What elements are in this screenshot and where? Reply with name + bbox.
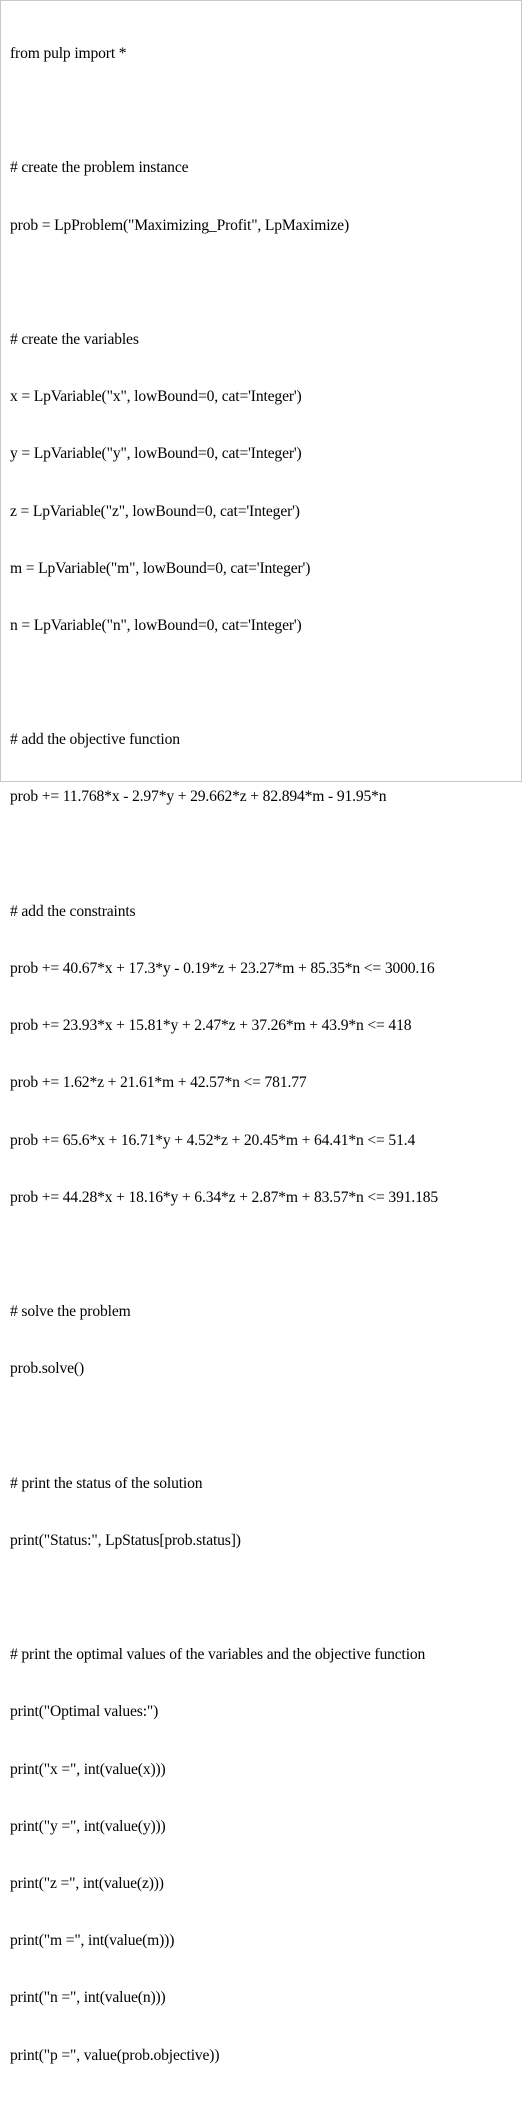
code-line-blank: [10, 1587, 517, 1608]
code-line: # print the status of the solution: [10, 1474, 203, 1492]
code-line-blank: [10, 1416, 517, 1437]
code-line: print("x =", int(value(x))): [10, 1760, 166, 1778]
code-line: z = LpVariable("z", lowBound=0, cat='Integer'): [10, 502, 300, 520]
code-line-blank: [10, 100, 517, 121]
code-line-blank: [10, 672, 517, 693]
code-line: prob.solve(): [10, 1360, 84, 1378]
code-line: n = LpVariable("n", lowBound=0, cat='Integer'): [10, 616, 302, 634]
code-line: # add the objective function: [10, 731, 180, 749]
code-line: prob += 23.93*x + 15.81*y + 2.47*z + 37.26*m + 43.9*n <= 418: [10, 1017, 412, 1035]
code-line: # create the problem instance: [10, 159, 189, 177]
code-line: # solve the problem: [10, 1303, 131, 1321]
code-line: print("m =", int(value(m))): [10, 1932, 175, 1950]
code-line: prob = LpProblem("Maximizing_Profit", LpMaximize): [10, 216, 349, 234]
code-line: print("y =", int(value(y))): [10, 1817, 166, 1835]
code-line: # create the variables: [10, 330, 139, 348]
code-block: [10, 7, 517, 2102]
code-line: prob += 40.67*x + 17.3*y - 0.19*z + 23.27*m + 85.35*n <= 3000.16: [10, 960, 435, 977]
code-line-blank: [10, 1244, 517, 1265]
code-line: print("Status:", LpStatus[prob.status]): [10, 1531, 241, 1549]
code-line: m = LpVariable("m", lowBound=0, cat='Integer'): [10, 559, 311, 577]
code-line: # print the optimal values of the variables and the objective function: [10, 1646, 426, 1664]
code-line-blank: [10, 272, 517, 293]
code-line: x = LpVariable("x", lowBound=0, cat='Integer'): [10, 388, 302, 406]
code-line: from pulp import *: [10, 45, 127, 62]
code-line: print("Optimal values:"): [10, 1703, 159, 1721]
code-line: prob += 44.28*x + 18.16*y + 6.34*z + 2.87*m + 83.57*n <= 391.185: [10, 1188, 439, 1206]
code-line: print("z =", int(value(z))): [10, 1875, 164, 1892]
code-line: prob += 65.6*x + 16.71*y + 4.52*z + 20.45*m + 64.41*n <= 51.4: [10, 1131, 416, 1149]
code-line: print("p =", value(prob.objective)): [10, 2046, 220, 2064]
code-line: print("n =", int(value(n))): [10, 1989, 166, 2007]
code-line: y = LpVariable("y", lowBound=0, cat='Integer'): [10, 445, 302, 463]
code-line: # add the constraints: [10, 902, 136, 920]
code-line-blank: [10, 844, 517, 865]
code-line: prob += 11.768*x - 2.97*y + 29.662*z + 82.894*m - 91.95*n: [10, 788, 387, 806]
code-line: prob += 1.62*z + 21.61*m + 42.57*n <= 781.77: [10, 1074, 307, 1092]
